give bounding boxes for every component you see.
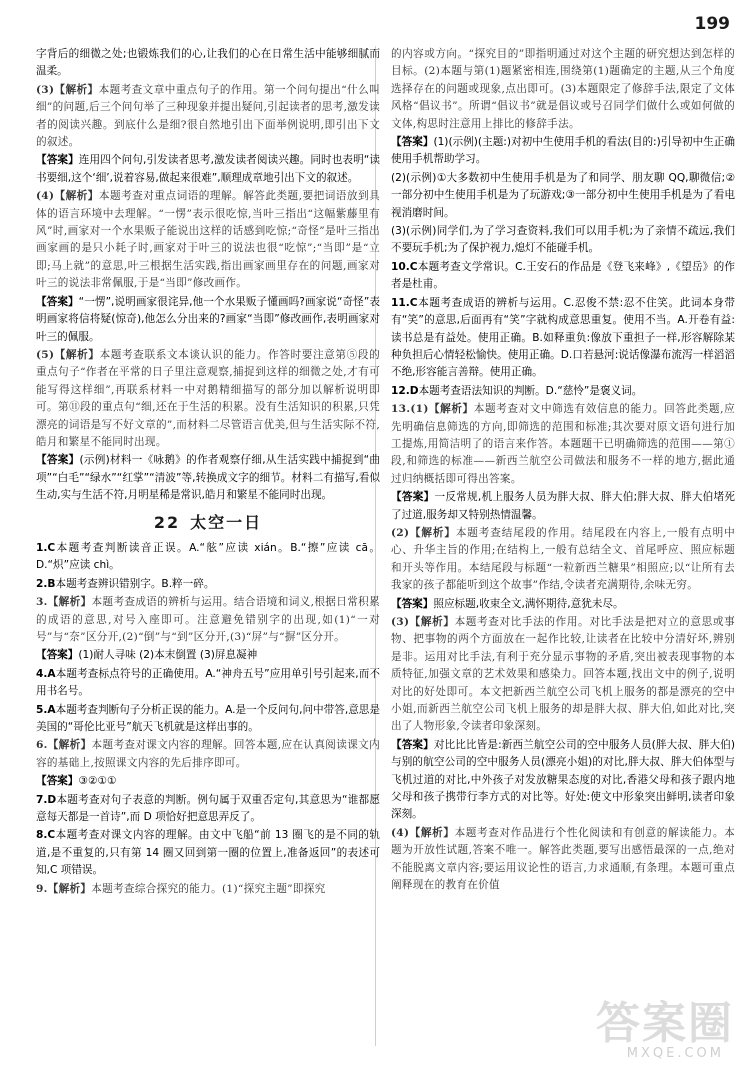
answer-tag: 【答案】 <box>36 454 80 467</box>
paragraph <box>36 294 380 346</box>
paragraph-text: (示例)材料一《咏鹅》的作者观察仔细,从生活实践中捕捉到“曲项”“白毛”“绿水”“红掌”“清波”等,转换成文字的细节。材料二有描写,看似生动,实与生活不符,月明星稀是常识,皓月和繁星不能同时出现。 <box>36 454 381 502</box>
question-number: 5.A <box>36 703 56 716</box>
answer-tag: (2)【解析】 <box>391 526 456 539</box>
paragraph-text: 本题考查对句子表意的判断。例句属于双重否定句,其意思为“谁都愿意每天都是一首诗”,而 D 项恰好把意思弄反了。 <box>36 793 380 824</box>
answer-tag: 【答案】 <box>36 649 79 662</box>
paragraph <box>36 881 380 898</box>
answer-tag: (3)【解析】 <box>391 616 455 628</box>
answer-tag: 【解析】 <box>47 596 92 609</box>
paragraph-text: “一愣”,说明画家很诧异,他一个水果贩子懂画吗?画家说“奇怪”表明画家将信将疑(惊奇),他怎么分出来的?画家“当即”修改画作,表明画家对叶三的佩服。 <box>36 295 381 343</box>
paragraph-text: (1)耐人寻味 (2)本末倒置 (3)屏息凝神 <box>78 649 258 662</box>
paragraph-text: 一反常规,机上服务人员为胖大叔、胖大伯;胖大叔、胖大伯堵死了过道,服务却又特别热情温馨。 <box>391 491 736 521</box>
paragraph <box>391 489 735 524</box>
paragraph-text: 本题考查对课文内容的理解。回答本题,应在认真阅读课文内容的基础上,按照课文内容的先后排序即可。 <box>36 739 380 769</box>
paragraph <box>36 647 380 664</box>
left-column <box>36 46 380 899</box>
paragraph <box>391 596 735 613</box>
question-number: 13. <box>391 403 411 416</box>
question-number: 12.D <box>391 384 419 397</box>
answer-tag: (4)【解析】 <box>391 826 455 839</box>
paragraph-text: 本题考查语法知识的判断。D.“慈怜”是褒义词。 <box>418 384 643 397</box>
answer-tag: (1)【解析】 <box>410 403 474 416</box>
paragraph <box>36 540 380 575</box>
paragraph-text: 本题考查判断句子分析正误的能力。A.是一个反问句,问中带答,意思是美国的“哥伦比亚号”航天飞机就是这样出事的。 <box>36 703 380 734</box>
question-number: (4) <box>36 190 55 203</box>
answer-tag: 【答案】 <box>36 295 79 308</box>
question-number: 3. <box>36 596 48 609</box>
question-number: (5) <box>36 348 55 361</box>
answer-tag: 【答案】 <box>36 154 79 167</box>
paragraph <box>391 825 735 895</box>
paragraph <box>391 170 735 222</box>
watermark-url: MXQE.COM <box>626 1046 724 1061</box>
paragraph <box>36 792 380 827</box>
paragraph <box>36 46 380 81</box>
answer-tag: 【答案】 <box>391 738 434 751</box>
paragraph <box>36 82 380 152</box>
section-title <box>36 514 380 531</box>
paragraph-text: 本题考查对作品进行个性化阅读和有创意的解读能力。本题为开放性试题,答案不唯一。解答此类题,要写出感悟最深的一点,绝对不能脱离文章内容;要运用议论性的语言,力求通顺,有条理。本题可重点阐释现在的教育在价值 <box>391 826 735 892</box>
paragraph-text: 本题考查标点符号的正确使用。A.“神舟五号”应用单引号引起来,而不用书名号。 <box>36 667 380 698</box>
paragraph <box>36 347 380 451</box>
paragraph-text: 本题考查对文中筛选有效信息的能力。回答此类题,应先明确信息筛选的方向,即筛选的范围和标准;其次要对原文语句进行加工提炼,用简洁明了的语言来作答。本题题干已明确筛选的范围——第①段,和筛选的标准——新西兰航空公司做法和服务不一样的地方,据此通过归纳概括即可得出答案。 <box>391 403 735 485</box>
paragraph <box>36 827 380 879</box>
paragraph-text: 本题考查对课文内容的理解。由文中飞船“前 13 圈飞的是不同的轨道,是不重复的,只有第 14 圈又回到第一圈的位置上,准备返回”的表述可知,C 项错误。 <box>36 829 380 877</box>
paragraph <box>391 614 735 736</box>
answer-tag: 【解析】 <box>54 348 100 361</box>
answer-tag: 【答案】 <box>391 136 434 149</box>
paragraph-text: 本题考查对比手法的作用。对比手法是把对立的意思或事物、把事物的两个方面放在一起作比较,让读者在比较中分清好坏,辨别是非。运用对比手法,有利于充分显示事物的矛盾,突出被表现事物的本质特征,加强文章的艺术效果和感染力。回答本题,找出文中的例子,说明对比的好处即可。本文把新西兰航空公司飞机上服务的都是漂亮的空中小姐,而新西兰航空公司飞机上服务的却是胖大叔、胖大伯,如此对比,突出了人物形象,令读者印象深刻。 <box>391 616 735 733</box>
paragraph-text: (2)(示例)①大多数初中生使用手机是为了和同学、朋友聊 QQ,聊微信;②一部分初中生使用手机是为了玩游戏;③一部分初中生使用手机是为了看电视消磨时间。 <box>391 171 735 219</box>
paragraph <box>391 46 735 133</box>
paragraph-text: 本题考查判断读音正误。A.“舷”应读 xián。B.“擦”应读 cā。D.“炽”应读 chì。 <box>36 541 380 572</box>
paragraph-text: 本题考查辨识错别字。B.粹一碎。 <box>55 577 215 590</box>
paragraph-text: (3)(示例)同学们,为了学习查资料,我们可以用手机;为了亲情不疏远,我们不要玩手机;为了保护视力,熄灯不能碰手机。 <box>391 225 735 255</box>
paragraph-text: 本题考查对重点词语的理解。解答此类题,要把词语放到具体的语言环境中去理解。“一愣”表示很吃惊,当叶三指出“这幅紫藤里有风”时,画家对一个水果贩子能说出这样的话感到吃惊;“奇怪”是叶三指出画家画的是只小耗子时,画家对于叶三的说法也很“吃惊”;“当即”是“立即;马上就”的意思,叶三根据生活实践,指出画家画里存在的问题,画家对叶三的说法非常佩服,于是“当即”修改画作。 <box>36 190 380 290</box>
question-number: 1.C <box>36 541 56 554</box>
page-number: 199 <box>694 14 730 34</box>
paragraph <box>36 594 380 646</box>
paragraph-text: 字背后的细微之处;也锻炼我们的心,让我们的心在日常生活中能够细腻而温柔。 <box>36 48 380 78</box>
paragraph-text: 的内容或方向。“探究目的”即指明通过对这个主题的研究想达到怎样的目标。(2)本题与第(1)题紧密相连,围绕第(1)题确定的主题,从三个角度选择存在的问题或现象,点出即可。(3)本题限定了修辞手法,限定了文体风格“倡议书”。所谓“倡议书”就是倡议或号召同学们做什么或如何做的文体,构思时注意用上排比的修辞手法。 <box>391 48 735 130</box>
paragraph <box>36 702 380 737</box>
question-number: 9. <box>36 882 48 895</box>
right-column <box>391 46 735 896</box>
question-number: 10.C <box>391 260 418 273</box>
answer-tag: 【解析】 <box>54 190 99 203</box>
paragraph-text: 本题考查文章中重点句子的作用。第一个问句提出“什么叫细”的问题,后三个问句举了三种现象并提出疑问,引起读者的思考,激发读者的阅读兴趣。到底什么是细?很自然地引出下面举例说明,即引出下文的叙述。 <box>36 83 381 149</box>
question-number: 11.C <box>391 296 418 309</box>
answer-tag: 【答案】 <box>391 597 434 610</box>
paragraph <box>391 401 735 488</box>
answer-tag: 【解析】 <box>47 882 92 895</box>
section-number: 22 <box>153 512 181 532</box>
paragraph-text: 本题考查成语的辨析与运用。C.忍俊不禁:忍不住笑。此词本身带有“笑”的意思,后面再有“笑”字就构成意思重复。使用不当。A.开卷有益:读书总是有益处。使用正确。B.如释重负:像放下重担子一样,形容解除某种负担后心情轻松愉快。使用正确。D.口若悬河:说话像瀑布流泻一样滔滔不绝,形容能言善辩。使用正确。 <box>391 296 735 379</box>
paragraph <box>391 737 735 824</box>
paragraph-text: 本题考查结尾段的作用。结尾段在内容上,一般有点明中心、升华主旨的作用;在结构上,一般有总结全文、首尾呼应、照应标题和开头等作用。本结尾段与标题“一粒新西兰糖果”相照应;以“让所有去我家的孩子都能听到这个故事”作结,令读者充满期待,余味无穷。 <box>391 526 735 592</box>
paragraph <box>36 152 380 187</box>
paragraph-text: 对比比比皆是:新西兰航空公司的空中服务人员(胖大叔、胖大伯)与别的航空公司的空中服务人员(漂亮小姐)的对比,胖大叔、胖大伯体型与飞机过道的对比,中外孩子对发放糖果态度的对比,香港父母和孩子跟内地父母和孩子携带行李方式的对比等。好处:使文中形象突出鲜明,读者印象深刻。 <box>391 738 736 821</box>
paragraph <box>36 576 380 593</box>
question-number: 4.A <box>36 667 56 680</box>
paragraph-text: 连用四个问句,引发读者思考,激发读者阅读兴趣。同时也表明“读书要细,这个‘细’,说着容易,做起来很难”,顺理成章地引出下文的叙述。 <box>36 154 381 184</box>
paragraph-text: 本题考查文学常识。C.王安石的作品是《登飞来峰》,《望岳》的作者是杜甫。 <box>391 260 735 291</box>
paragraph-text: ③②①① <box>78 775 117 788</box>
paragraph <box>36 737 380 772</box>
answer-tag: 【解析】 <box>47 739 92 752</box>
paragraph-text: 本题考查综合探究的能力。(1)“探究主题”即探究 <box>91 882 326 895</box>
paragraph <box>36 773 380 790</box>
question-number: 2.B <box>36 577 56 590</box>
answer-tag: 【答案】 <box>36 775 79 788</box>
paragraph <box>391 295 735 382</box>
paragraph <box>36 452 380 504</box>
question-number: 8.C <box>36 829 56 842</box>
question-number: (3) <box>36 83 55 96</box>
paragraph-text: 本题考查联系文本谈认识的能力。作答时要注意第⑤段的重点句子“作者在平常的日子里注意观察,捕捉到这样的细微之处,才有可能写得这样细”,再联系材料一中对鹅精细描写的部分加以解析说明即可。第⑪段的重点句“细,还在于生活的积累。没有生活知识的积累,只凭漂亮的词语是写不好文章的”,而材料二尽管语言优美,但与生活实际不符,皓月和繁星不能同时出现。 <box>36 348 380 448</box>
paragraph <box>391 259 735 294</box>
paragraph-text: (1)(示例)(主题:)对初中生使用手机的看法(目的:)引导初中生正确使用手机帮助学习。 <box>391 136 735 166</box>
section-name: 太空一日 <box>190 512 263 532</box>
paragraph <box>36 188 380 292</box>
question-number: 6. <box>36 739 48 752</box>
paragraph <box>391 383 735 400</box>
answer-tag: 【答案】 <box>391 491 435 504</box>
paragraph-text: 照应标题,收束全文,满怀期待,意犹未尽。 <box>433 597 624 610</box>
watermark-logo: 答案圈 <box>596 998 734 1049</box>
paragraph <box>391 223 735 258</box>
paragraph <box>391 134 735 169</box>
question-number: 7.D <box>36 793 57 806</box>
paragraph <box>36 666 380 701</box>
paragraph <box>391 525 735 595</box>
paragraph-text: 本题考查成语的辨析与运用。结合语境和词义,根据日常积累的成语的意思,对号入座即可。注意避免错别字的出现,如(1)“一对号”与“奈”区分开,(2)“倒”与“到”区分开,(3)“屏”与“摒”区分开。 <box>36 596 380 643</box>
answer-tag: 【解析】 <box>54 83 99 96</box>
